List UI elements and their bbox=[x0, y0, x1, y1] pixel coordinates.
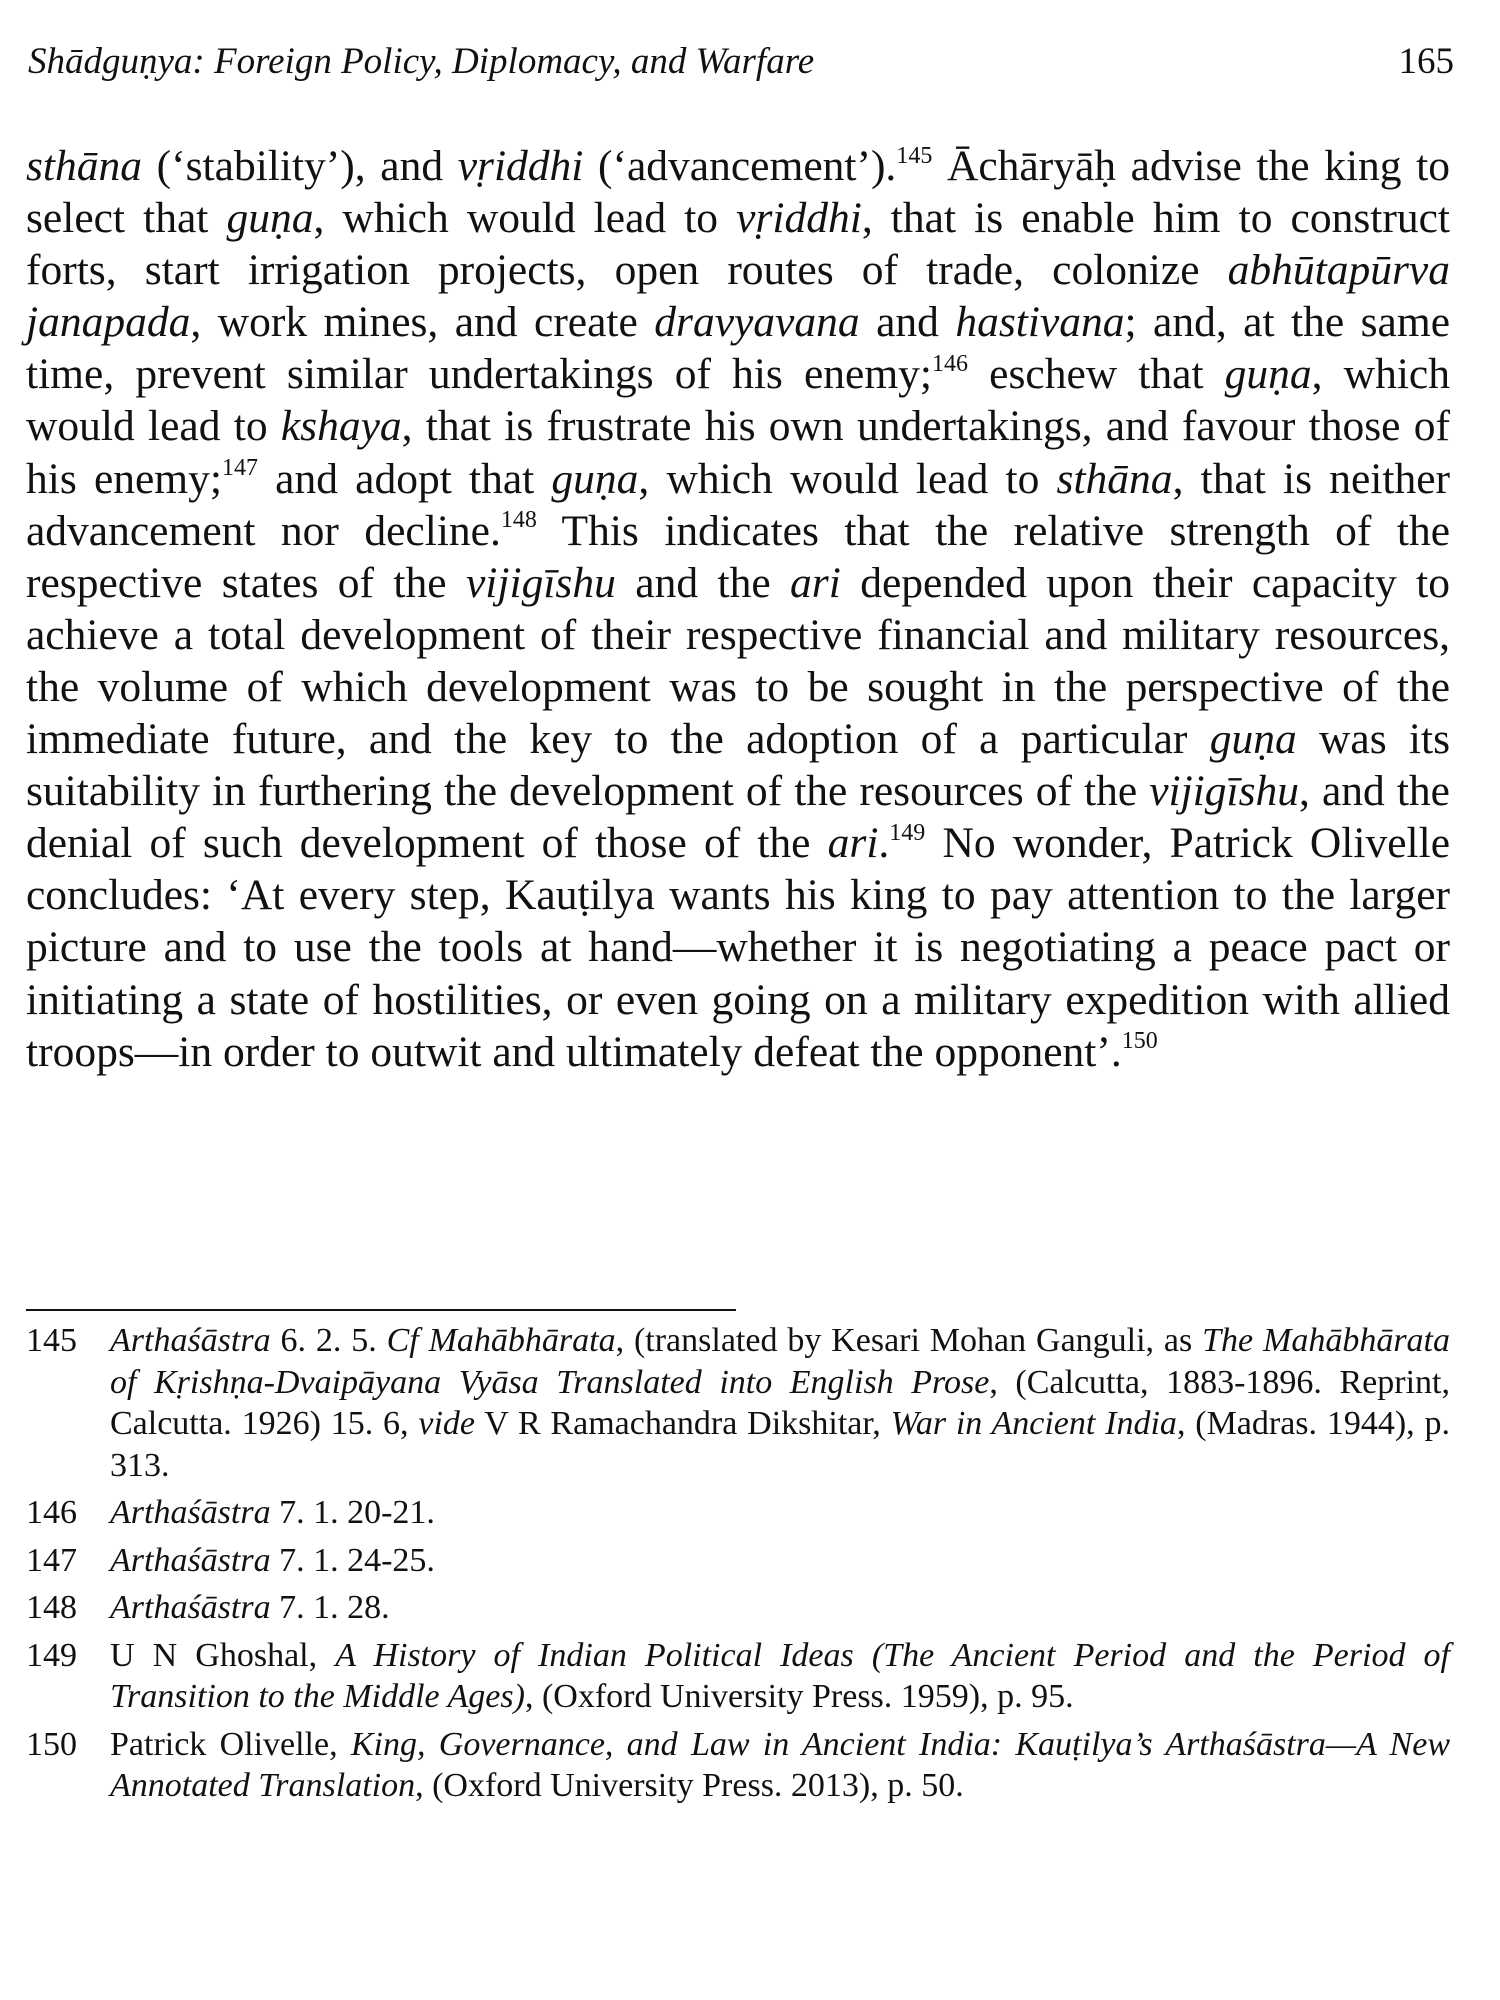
citation-title: Arthaśāstra bbox=[110, 1322, 271, 1359]
term: sthāna bbox=[26, 142, 143, 190]
footnote-ref-146: 146 bbox=[932, 350, 969, 377]
footnotes bbox=[26, 1320, 1450, 1813]
footnote-number: 149 bbox=[26, 1636, 77, 1674]
text-run: . bbox=[878, 819, 890, 868]
term: ari bbox=[790, 558, 841, 607]
footnote-number: 145 bbox=[26, 1322, 77, 1359]
text-run: was its suitability in furthering the development of the resources of the bbox=[26, 715, 1451, 816]
citation-title: King, Governance, and Law in Ancient India: Kauṭilya’s Arthaśāstra—A New Annotated Translation bbox=[110, 1725, 1450, 1804]
footnote-146 bbox=[26, 1492, 1450, 1534]
footnote-ref-148: 148 bbox=[500, 507, 537, 534]
text-run: 6. 2. 5. bbox=[270, 1322, 387, 1359]
text-run: (‘advancement’). bbox=[583, 142, 897, 190]
citation-title: War in Ancient India bbox=[890, 1405, 1177, 1442]
text-run: and bbox=[859, 298, 956, 347]
text-run: ; and, at the same time, prevent similar undertakings of his enemy; bbox=[26, 298, 1450, 399]
term: abhūtapūrva janapada bbox=[26, 246, 1450, 347]
text-run: No wonder, Patrick Olivelle concludes: ‘At every step, Kauṭilya wants his king to pay attention to the larger picture and to use the tools at hand—whether it is negotiating a peace pact or initiating a state of hostilities, or even going on a military expedition with allied troops—in order to outwit and ultimately defeat the opponent’. bbox=[26, 819, 1451, 1076]
term: guṇa bbox=[1209, 715, 1297, 764]
footnote-number: 146 bbox=[26, 1494, 77, 1531]
footnote-text bbox=[110, 1587, 1450, 1629]
text-run: eschew that bbox=[968, 350, 1225, 399]
footnote-number: 150 bbox=[26, 1725, 77, 1763]
body-paragraph bbox=[26, 140, 1450, 1078]
text-run: , (Madras. 1944), p. 313. bbox=[110, 1405, 1450, 1484]
text-run: , and the denial of such development of those of the bbox=[26, 767, 1450, 868]
footnote-text bbox=[110, 1540, 1450, 1582]
footnote-number: 147 bbox=[26, 1541, 77, 1579]
text-run: Patrick Olivelle, bbox=[110, 1725, 351, 1763]
term: ari bbox=[827, 819, 879, 868]
footnote-text bbox=[110, 1635, 1450, 1718]
text-run: (‘stability’), and bbox=[142, 142, 458, 190]
text-run: , which would lead to bbox=[313, 194, 737, 243]
term: guṇa bbox=[226, 194, 314, 243]
footnote-text bbox=[110, 1492, 1450, 1534]
text-run: 7. 1. 28. bbox=[270, 1589, 390, 1626]
text-run: 7. 1. 24-25. bbox=[270, 1541, 435, 1579]
term: guṇa bbox=[551, 454, 639, 503]
text-run: , which would lead to bbox=[26, 350, 1450, 451]
citation-title: A History of Indian Political Ideas (The Ancient Period and the Period of Transition to the Middle Ages) bbox=[110, 1636, 1450, 1715]
term: vijigīshu bbox=[466, 558, 616, 607]
text-run: , (translated by Kesari Mohan Ganguli, as bbox=[615, 1322, 1203, 1359]
footnote-149 bbox=[26, 1635, 1450, 1718]
text-run: V R Ramachandra Dikshitar, bbox=[475, 1405, 891, 1442]
citation-title: Arthaśāstra bbox=[110, 1541, 271, 1579]
citation-title: Arthaśāstra bbox=[110, 1589, 271, 1626]
footnote-ref-145: 145 bbox=[896, 142, 933, 169]
text-run: and the bbox=[615, 558, 791, 607]
term: hastivana bbox=[955, 298, 1125, 347]
term: vṛiddhi bbox=[736, 194, 862, 243]
text-run: depended upon their capacity to achieve a total development of their respective financial and military resources, the volume of which development was to be sought in the perspective of the immediate future, and the key to the adoption of a particular bbox=[26, 558, 1451, 764]
term: kshaya bbox=[280, 402, 402, 451]
text-run: , that is frustrate his own undertakings, and favour those of his enemy; bbox=[26, 402, 1450, 503]
term: dravyavana bbox=[654, 298, 860, 347]
footnote-147 bbox=[26, 1540, 1450, 1582]
footnote-ref-149: 149 bbox=[889, 819, 926, 846]
term: sthāna bbox=[1056, 454, 1173, 503]
text-run: , work mines, and create bbox=[190, 298, 655, 347]
footnote-text bbox=[110, 1724, 1450, 1807]
footnote-ref-147: 147 bbox=[221, 455, 258, 482]
term: vijigīshu bbox=[1149, 767, 1300, 816]
running-title: Shādguṇya: Foreign Policy, Diplomacy, and Warfare bbox=[28, 41, 815, 82]
term: vṛiddhi bbox=[457, 142, 584, 190]
footnote-ref-150: 150 bbox=[1121, 1028, 1158, 1055]
text-run: Āchāryāḥ advise the king to select that bbox=[26, 142, 1451, 243]
text-run: , (Calcutta, 1883-1896. Reprint, Calcutta. 1926) 15. 6, bbox=[110, 1363, 1450, 1442]
text-run: , (Oxford University Press. 1959), p. 95. bbox=[524, 1678, 1074, 1715]
text-run: This indicates that the relative strength of the respective states of the bbox=[26, 506, 1450, 607]
text-run: , which would lead to bbox=[638, 454, 1057, 503]
footnote-number: 148 bbox=[26, 1589, 77, 1626]
citation-title: Cf Mahābhārata bbox=[386, 1322, 616, 1359]
citation-title: vide bbox=[418, 1405, 475, 1442]
footnote-145 bbox=[26, 1320, 1450, 1486]
citation-title: Arthaśāstra bbox=[110, 1494, 271, 1531]
text-run: , that is neither advancement nor decline. bbox=[26, 454, 1451, 555]
text-run: 7. 1. 20-21. bbox=[270, 1494, 435, 1531]
footnote-150 bbox=[26, 1724, 1450, 1807]
footnote-148 bbox=[26, 1587, 1450, 1629]
footnote-text bbox=[110, 1320, 1450, 1486]
text-run: U N Ghoshal, bbox=[110, 1636, 336, 1674]
running-header bbox=[28, 40, 1454, 83]
text-run: and adopt that bbox=[257, 454, 552, 503]
footnote-separator bbox=[26, 1309, 736, 1311]
text-run: , (Oxford University Press. 2013), p. 50. bbox=[415, 1767, 964, 1804]
term: guṇa bbox=[1224, 350, 1312, 399]
citation-title: The Mahābhārata of Kṛishṇa-Dvaipāyana Vyāsa Translated into English Prose bbox=[110, 1322, 1450, 1401]
text-run: , that is enable him to construct forts, start irrigation projects, open routes of trade, colonize bbox=[26, 194, 1450, 295]
page-number: 165 bbox=[1398, 41, 1454, 82]
